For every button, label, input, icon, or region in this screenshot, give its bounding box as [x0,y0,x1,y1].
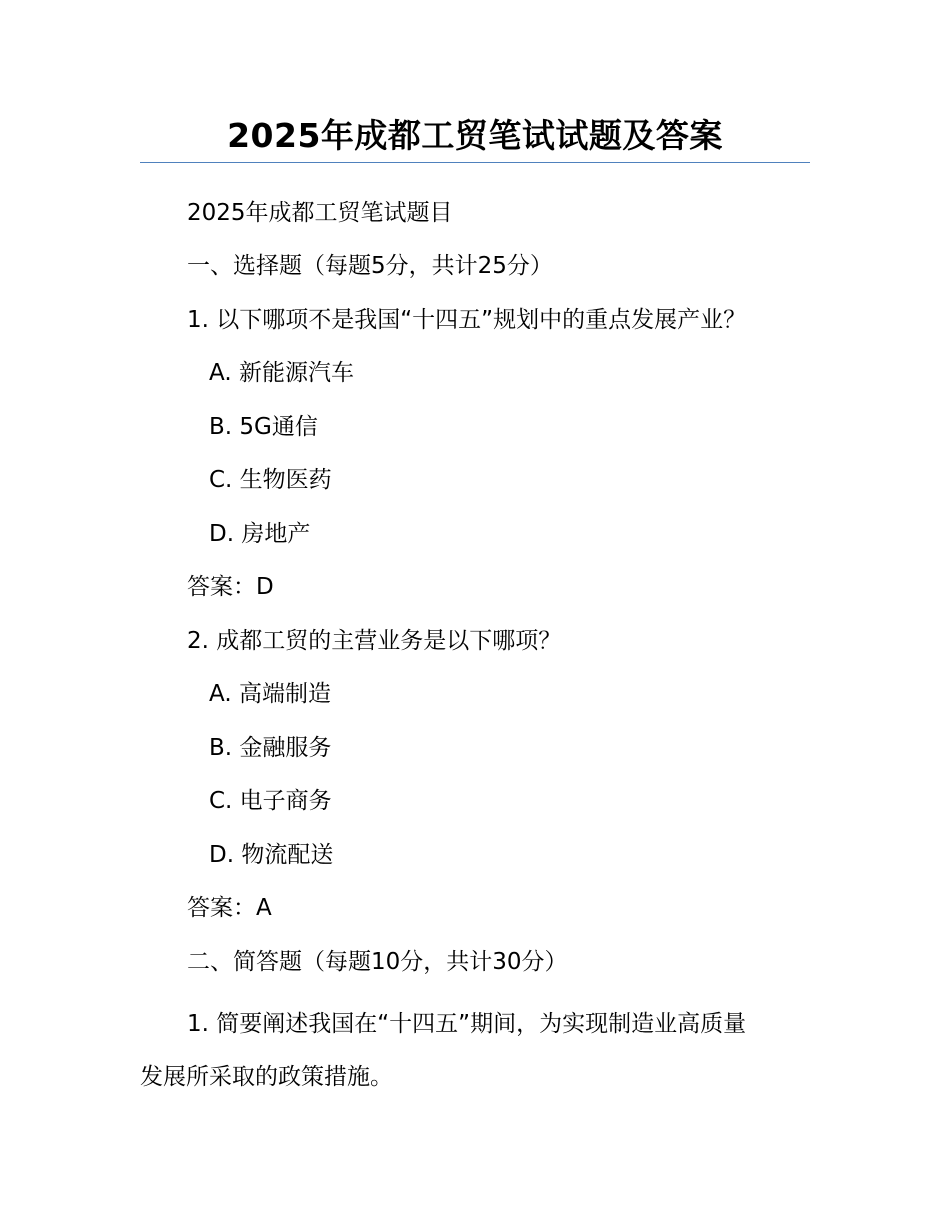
question-1-option-a: A. 新能源汽车 [209,360,354,386]
question-1-text: 1. 以下哪项不是我国“十四五”规划中的重点发展产业？ [187,307,747,333]
short-answer-question-1-line-1: 1. 简要阐述我国在“十四五”期间，为实现制造业高质量 [187,1011,747,1037]
section-heading-multiple-choice: 一、选择题（每题5分，共计25分） [187,253,553,279]
short-answer-question-1 [140,998,812,1104]
question-1-answer: 答案：D [187,574,274,600]
question-1-option-b: B. 5G通信 [209,414,318,440]
question-2-text: 2. 成都工贸的主营业务是以下哪项？ [187,628,562,654]
question-1-option-c: C. 生物医药 [209,467,332,493]
short-answer-question-1-line-2: 发展所采取的政策措施。 [140,1064,393,1090]
question-2-option-c: C. 电子商务 [209,788,332,814]
section-heading-short-answer: 二、简答题（每题10分，共计30分） [187,949,568,975]
document-title: 2025年成都工贸笔试试题及答案 [227,116,723,155]
question-2-option-a: A. 高端制造 [209,681,331,707]
question-2-answer: 答案：A [187,895,272,921]
subtitle: 2025年成都工贸笔试题目 [187,200,453,226]
question-2-option-d: D. 物流配送 [209,842,334,868]
question-2-option-b: B. 金融服务 [209,735,332,761]
question-1-option-d: D. 房地产 [209,521,311,547]
title-underline [140,162,810,163]
